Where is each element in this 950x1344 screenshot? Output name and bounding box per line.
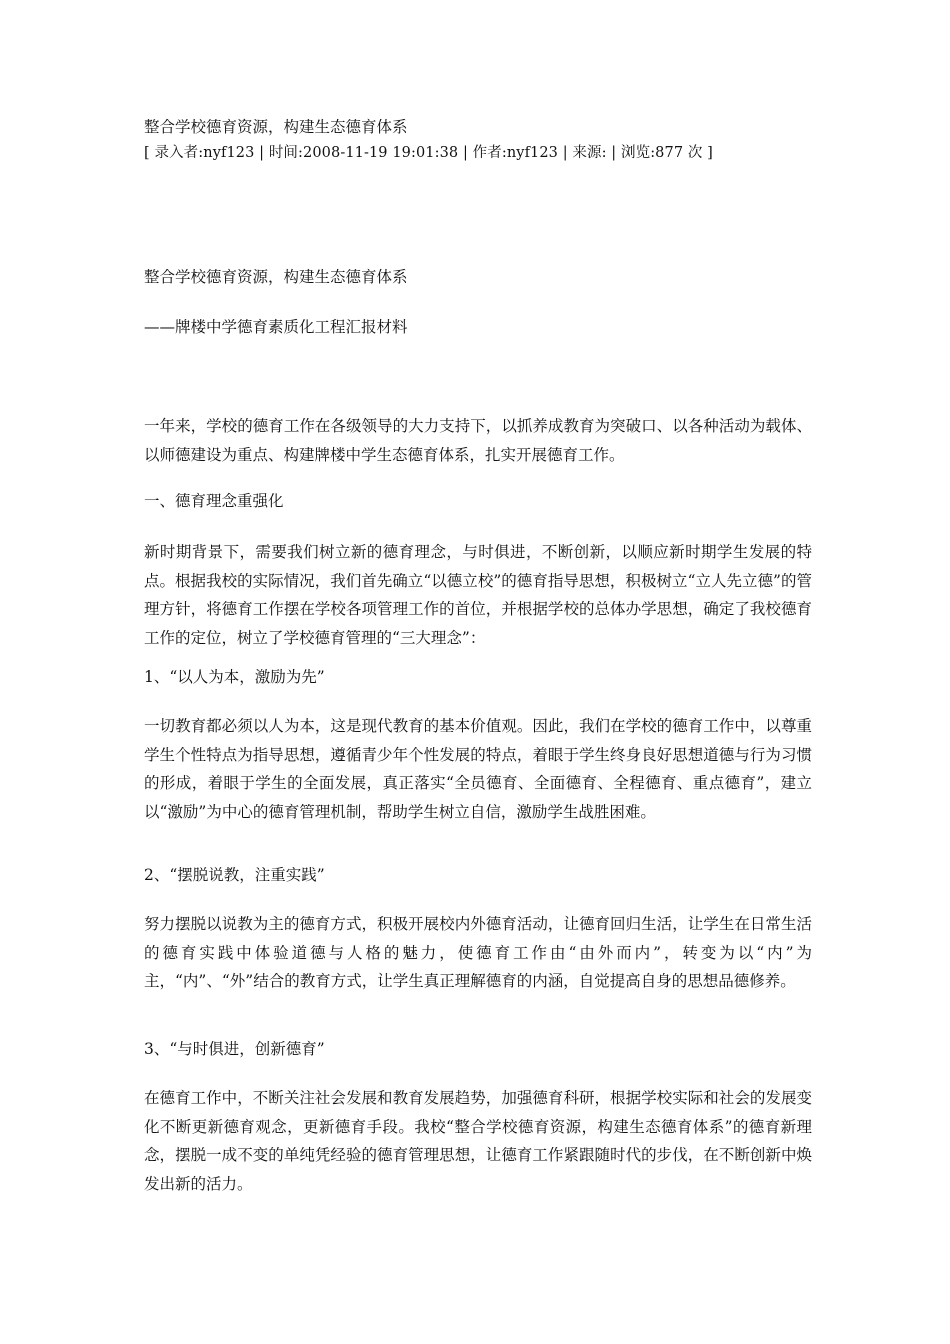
intro-paragraph: 一年来，学校的德育工作在各级领导的大力支持下，以抓养成教育为突破口、以各种活动为载体、以师德建设为重点、构建牌楼中学生态德育体系，扎实开展德育工作。: [144, 417, 812, 464]
point1-paragraph: 一切教育都必须以人为本，这是现代教育的基本价值观。因此，我们在学校的德育工作中，以尊重学生个性特点为指导思想，遵循青少年个性发展的特点，着眼于学生终身良好思想道德与行为习惯的形成，着眼于学生的全面发展，真正落实“全员德育、全面德育、全程德育、重点德育”，建立以“激励”为中心的德育管理机制，帮助学生树立自信，激励学生战胜困难。: [144, 717, 812, 821]
section1-heading: 一、德育理念重强化: [144, 492, 284, 510]
header-title: 整合学校德育资源，构建生态德育体系: [144, 118, 408, 136]
point2-paragraph: 努力摆脱以说教为主的德育方式，积极开展校内外德育活动，让德育回归生活，让学生在日常生活的德育实践中体验道德与人格的魅力，使德育工作由“由外而内”，转变为以“内”为主，“内”、“外”结合的教育方式，让学生真正理解德育的内涵，自觉提高自身的思想品德修养。: [144, 915, 812, 990]
point3-paragraph: 在德育工作中，不断关注社会发展和教育发展趋势，加强德育科研，根据学校实际和社会的发展变化不断更新德育观念，更新德育手段。我校“整合学校德育资源，构建生态德育体系”的德育新理念，摆脱一成不变的单纯凭经验的德育管理思想，让德育工作紧跟随时代的步伐，在不断创新中焕发出新的活力。: [144, 1089, 812, 1193]
point2-heading: 2、“摆脱说教，注重实践”: [144, 866, 325, 884]
point3-heading: 3、“与时俱进，创新德育”: [144, 1040, 325, 1058]
header-meta: [ 录入者:nyf123 | 时间:2008-11-19 19:01:38 | 作者:nyf123 | 来源: | 浏览:877 次 ]: [144, 145, 713, 161]
article-subtitle: ——牌楼中学德育素质化工程汇报材料: [144, 318, 408, 336]
point1-heading: 1、“以人为本，激励为先”: [144, 668, 325, 686]
section1-paragraph: 新时期背景下，需要我们树立新的德育理念，与时俱进，不断创新，以顺应新时期学生发展的特点。根据我校的实际情况，我们首先确立“以德立校”的德育指导思想，积极树立“立人先立德”的管理方针，将德育工作摆在学校各项管理工作的首位，并根据学校的总体办学思想，确定了我校德育工作的定位，树立了学校德育管理的“三大理念”：: [144, 543, 812, 647]
article-title: 整合学校德育资源，构建生态德育体系: [144, 268, 408, 286]
